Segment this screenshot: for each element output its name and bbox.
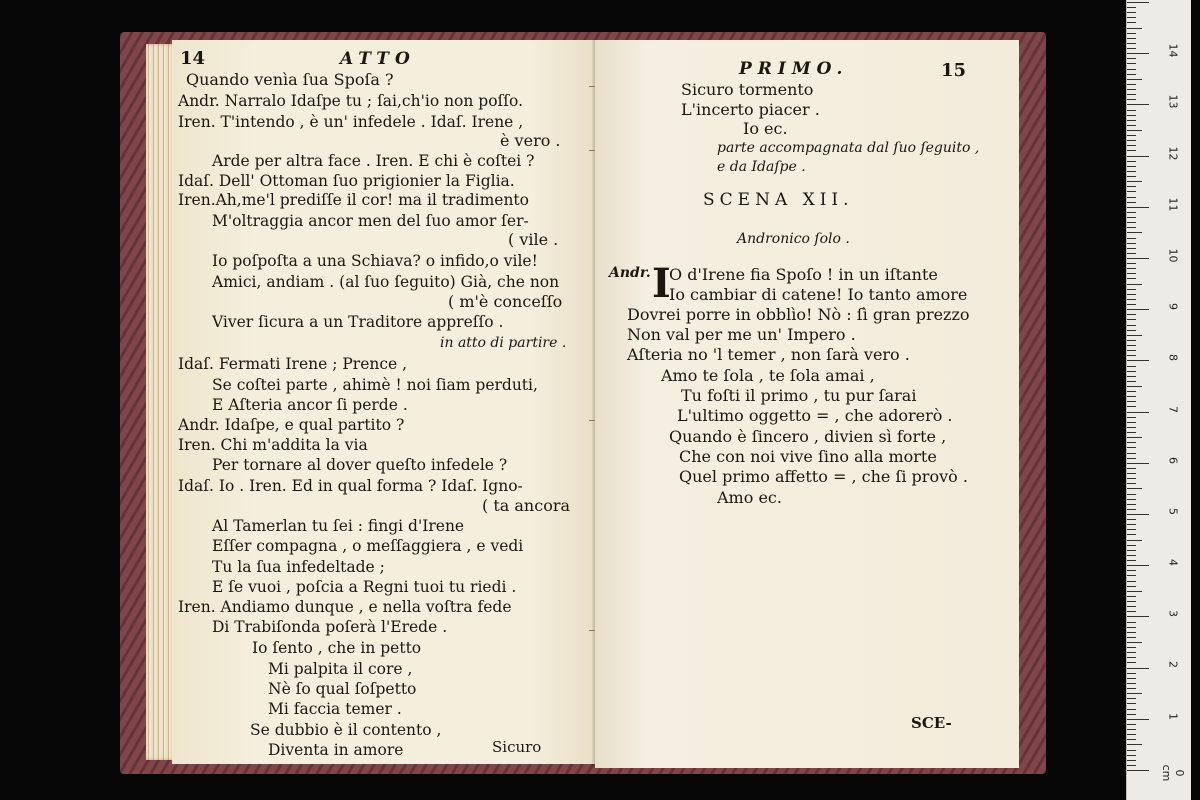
text-line: Non val per me un' Impero . xyxy=(627,325,856,344)
ruler-tick xyxy=(1127,12,1136,13)
ruler-tick xyxy=(1127,294,1136,295)
ruler-tick xyxy=(1127,453,1136,454)
ruler-tick xyxy=(1127,447,1136,448)
text-line: Di Trabiſonda poſerà l'Erede . xyxy=(212,618,448,636)
text-line: Iren. Andiamo dunque , e nella voſtra fede xyxy=(178,598,512,616)
ruler-tick xyxy=(1127,222,1136,223)
ruler-tick xyxy=(1127,632,1136,633)
ruler-tick xyxy=(1127,647,1136,648)
ruler-tick xyxy=(1127,104,1149,105)
ruler-tick xyxy=(1127,673,1136,674)
ruler-tick xyxy=(1127,611,1136,612)
ruler-tick xyxy=(1127,412,1149,413)
text-line: Amo te ſola , te ſola amai , xyxy=(661,366,875,385)
measurement-ruler xyxy=(1126,0,1191,800)
ruler-tick xyxy=(1127,7,1136,8)
ruler-tick xyxy=(1127,652,1136,653)
text-line: Aſteria no 'l temer , non ſarà vero . xyxy=(627,345,910,364)
ruler-tick xyxy=(1127,396,1136,397)
ruler-tick xyxy=(1127,110,1136,111)
ruler-tick xyxy=(1127,463,1149,464)
ruler-tick xyxy=(1127,550,1136,551)
ruler-tick xyxy=(1127,755,1136,756)
right-page-number: 15 xyxy=(941,60,967,81)
ruler-tick xyxy=(1127,79,1142,80)
ruler-tick xyxy=(1127,770,1149,771)
ruler-tick xyxy=(1127,345,1136,346)
ruler-tick xyxy=(1127,724,1136,725)
text-line: E ſe vuoi , poſcia a Regni tuoi tu riedi . xyxy=(212,578,517,596)
ruler-tick xyxy=(1127,304,1136,305)
ruler-tick xyxy=(1127,529,1136,530)
ruler-tick xyxy=(1127,514,1149,515)
ruler-tick xyxy=(1127,765,1136,766)
text-line: Iren. Chi m'addita la via xyxy=(178,436,368,454)
ruler-tick xyxy=(1127,750,1136,751)
ruler-tick xyxy=(1127,570,1136,571)
ruler-tick xyxy=(1127,2,1149,3)
ruler-tick xyxy=(1127,509,1136,510)
ruler-number: 10 xyxy=(1166,248,1180,263)
ruler-tick xyxy=(1127,488,1142,489)
text-line: L'ultimo oggetto = , che adorerò . xyxy=(677,406,953,425)
ruler-tick xyxy=(1127,258,1149,259)
ruler-tick xyxy=(1127,330,1136,331)
stage-direction: in atto di partire . xyxy=(440,335,567,351)
ruler-tick xyxy=(1127,432,1136,433)
text-line: E Aſteria ancor ſi perde . xyxy=(212,396,408,414)
text-line: Amici, andiam . (al ſuo ſeguito) Già, che non xyxy=(212,273,560,291)
ruler-tick xyxy=(1127,693,1142,694)
ruler-number: 9 xyxy=(1166,303,1180,310)
ruler-tick xyxy=(1127,483,1136,484)
ruler-tick xyxy=(1127,319,1136,320)
ruler-tick xyxy=(1127,335,1142,336)
ruler-tick xyxy=(1127,586,1136,587)
ruler-tick xyxy=(1127,504,1136,505)
ruler-tick xyxy=(1127,683,1136,684)
ruler-tick xyxy=(1127,657,1136,658)
text-line: Idaſ. Fermati Irene ; Prence , xyxy=(178,355,408,373)
text-line: Amo ec. xyxy=(717,488,782,507)
ruler-tick xyxy=(1127,197,1136,198)
ruler-number: 7 xyxy=(1166,406,1180,413)
ruler-tick xyxy=(1127,442,1136,443)
ruler-tick xyxy=(1127,468,1136,469)
drop-cap: I xyxy=(652,260,671,307)
ruler-tick xyxy=(1127,473,1136,474)
ruler-tick xyxy=(1127,376,1136,377)
ruler-tick xyxy=(1127,381,1136,382)
ruler-tick xyxy=(1127,69,1136,70)
ruler-tick xyxy=(1127,458,1136,459)
ruler-tick xyxy=(1127,232,1142,233)
ruler-number: 11 xyxy=(1166,197,1180,212)
ruler-tick xyxy=(1127,540,1142,541)
text-line: Io poſpoſta a una Schiava? o infido,o vile! xyxy=(212,252,538,270)
text-line: ( m'è conceſſo xyxy=(448,292,563,311)
ruler-tick xyxy=(1127,135,1136,136)
ruler-tick xyxy=(1127,58,1136,59)
ruler-tick xyxy=(1127,278,1136,279)
catchword: Sicuro xyxy=(492,738,542,756)
text-line: Iren. T'intendo , è un' infedele . Idaſ. Irene , xyxy=(178,113,524,131)
ruler-tick xyxy=(1127,678,1136,679)
text-line: Quando è ſincero , divien sì forte , xyxy=(669,427,947,446)
ruler-number: 13 xyxy=(1166,94,1180,109)
ruler-number: 2 xyxy=(1166,661,1180,668)
text-line: L'incerto piacer . xyxy=(681,100,820,119)
text-line: ( ta ancora xyxy=(482,496,571,515)
ruler-tick xyxy=(1127,350,1136,351)
ruler-tick xyxy=(1127,130,1142,131)
ruler-tick xyxy=(1127,719,1149,720)
ruler-tick xyxy=(1127,202,1136,203)
ruler-tick xyxy=(1127,125,1136,126)
ruler-tick xyxy=(1127,371,1136,372)
ruler-tick xyxy=(1127,299,1136,300)
right-running-head: PRIMO. xyxy=(739,59,849,79)
ruler-number: 1 xyxy=(1166,713,1180,720)
text-line: Arde per altra face . Iren. E chi è coſtei ? xyxy=(212,152,535,170)
text-line: Quel primo affetto = , che ſi provò . xyxy=(679,467,968,486)
ruler-tick xyxy=(1127,217,1136,218)
ruler-tick xyxy=(1127,534,1136,535)
text-line: Idaſ. Dell' Ottoman ſuo prigionier la Figlia. xyxy=(178,172,515,190)
ruler-tick xyxy=(1127,668,1149,669)
ruler-tick xyxy=(1127,325,1136,326)
ruler-tick xyxy=(1127,28,1142,29)
ruler-tick xyxy=(1127,581,1136,582)
ruler-tick xyxy=(1127,84,1136,85)
ruler-tick xyxy=(1127,314,1136,315)
ruler-tick xyxy=(1127,176,1136,177)
ruler-tick xyxy=(1127,53,1149,54)
text-line: Tu la ſua infedeltade ; xyxy=(212,558,385,576)
text-line: Se coſtei parte , ahimè ! noi ſiam perduti, xyxy=(212,376,538,394)
text-line: Quando venìa ſua Spoſa ? xyxy=(186,70,394,89)
ruler-tick xyxy=(1127,386,1142,387)
text-line: Dovrei porre in obblìo! Nò : ſì gran prezzo xyxy=(627,305,970,324)
ruler-tick xyxy=(1127,140,1136,141)
ruler-tick xyxy=(1127,760,1136,761)
ruler-tick xyxy=(1127,191,1136,192)
text-line: Viver ſicura a un Traditore appreſſo . xyxy=(212,313,504,331)
ruler-tick xyxy=(1127,268,1136,269)
scene-subtitle: Andronico ſolo . xyxy=(737,231,850,247)
ruler-tick xyxy=(1127,417,1136,418)
text-line: Diventa in amore xyxy=(268,741,404,759)
ruler-tick xyxy=(1127,499,1136,500)
ruler-tick xyxy=(1127,33,1136,34)
ruler-tick xyxy=(1127,406,1136,407)
ruler-tick xyxy=(1127,120,1136,121)
ruler-tick xyxy=(1127,637,1136,638)
ruler-tick xyxy=(1127,99,1136,100)
ruler-tick xyxy=(1127,253,1136,254)
ruler-tick xyxy=(1127,360,1149,361)
text-line: Al Tamerlan tu ſei : fingi d'Irene xyxy=(212,517,465,535)
ruler-tick xyxy=(1127,161,1136,162)
ruler-tick xyxy=(1127,519,1136,520)
stage-direction: e da Idaſpe . xyxy=(717,159,806,175)
text-line: Eſſer compagna , o meſſaggiera , e vedi xyxy=(212,537,524,555)
ruler-tick xyxy=(1127,212,1136,213)
ruler-tick xyxy=(1127,744,1142,745)
ruler-tick xyxy=(1127,596,1136,597)
ruler-tick xyxy=(1127,739,1136,740)
ruler-tick xyxy=(1127,401,1136,402)
text-line: Per tornare al dover queſto infedele ? xyxy=(212,456,508,474)
text-line: Iren.Ah,me'l prediſſe il cor! ma il tradimento xyxy=(178,191,529,209)
ruler-unit-label: 0 cm xyxy=(1160,764,1186,782)
text-line: Tu foſti il primo , tu pur ſarai xyxy=(681,386,917,405)
ruler-tick xyxy=(1127,207,1149,208)
ruler-tick xyxy=(1127,186,1136,187)
ruler-tick xyxy=(1127,709,1136,710)
ruler-number: 8 xyxy=(1166,354,1180,361)
ruler-tick xyxy=(1127,555,1136,556)
ruler-tick xyxy=(1127,565,1149,566)
ruler-tick xyxy=(1127,601,1136,602)
ruler-tick xyxy=(1127,38,1136,39)
scene-title: SCENA XII. xyxy=(703,190,854,210)
ruler-tick xyxy=(1127,150,1136,151)
ruler-tick xyxy=(1127,494,1136,495)
ruler-number: 4 xyxy=(1166,559,1180,566)
ruler-tick xyxy=(1127,166,1136,167)
ruler-tick xyxy=(1127,606,1136,607)
ruler-tick xyxy=(1127,243,1136,244)
stage-direction: parte accompagnata dal ſuo ſeguito , xyxy=(717,140,980,156)
text-line: Mi faccia temer . xyxy=(268,700,402,718)
left-page xyxy=(172,40,595,764)
ruler-tick xyxy=(1127,698,1136,699)
ruler-tick xyxy=(1127,662,1136,663)
ruler-tick xyxy=(1127,366,1136,367)
ruler-tick xyxy=(1127,714,1136,715)
ruler-tick xyxy=(1127,391,1136,392)
ruler-tick xyxy=(1127,688,1136,689)
ruler-tick xyxy=(1127,545,1136,546)
ruler-tick xyxy=(1127,273,1136,274)
ruler-tick xyxy=(1127,238,1136,239)
text-line: Andr. Narralo Idaſpe tu ; ſai,ch'io non poſſo. xyxy=(178,92,524,110)
text-line: M'oltraggia ancor men del ſuo amor ſer- xyxy=(212,212,529,230)
ruler-tick xyxy=(1127,616,1149,617)
text-line: Io ec. xyxy=(743,119,788,138)
ruler-tick xyxy=(1127,171,1136,172)
text-line: Nè ſo qual ſoſpetto xyxy=(268,680,417,698)
ruler-tick xyxy=(1127,560,1136,561)
ruler-tick xyxy=(1127,340,1136,341)
text-line: O d'Irene fia Spoſo ! in un iſtante xyxy=(669,265,938,284)
ruler-tick xyxy=(1127,48,1136,49)
text-line: Che con noi vive ſino alla morte xyxy=(679,447,937,466)
ruler-tick xyxy=(1127,227,1136,228)
ruler-number: 6 xyxy=(1166,457,1180,464)
ruler-tick xyxy=(1127,524,1136,525)
left-page-number: 14 xyxy=(180,48,206,69)
ruler-tick xyxy=(1127,74,1136,75)
text-line: è vero . xyxy=(500,131,561,150)
ruler-tick xyxy=(1127,89,1136,90)
ruler-tick xyxy=(1127,575,1136,576)
ruler-tick xyxy=(1127,627,1136,628)
ruler-tick xyxy=(1127,729,1136,730)
ruler-tick xyxy=(1127,22,1136,23)
catchword: SCE- xyxy=(911,714,952,732)
ruler-tick xyxy=(1127,703,1136,704)
ruler-tick xyxy=(1127,94,1136,95)
ruler-number: 12 xyxy=(1166,146,1180,161)
text-line: Se dubbio è il contento , xyxy=(250,721,442,739)
ruler-tick xyxy=(1127,422,1136,423)
ruler-tick xyxy=(1127,17,1136,18)
ruler-tick xyxy=(1127,427,1136,428)
left-running-head: ATTO xyxy=(340,49,416,69)
ruler-number: 3 xyxy=(1166,610,1180,617)
text-line: ( vile . xyxy=(508,230,559,249)
text-line: Io cambiar di catene! Io tanto amore xyxy=(669,285,968,304)
ruler-number: 5 xyxy=(1166,508,1180,515)
ruler-tick xyxy=(1127,591,1142,592)
ruler-tick xyxy=(1127,63,1136,64)
text-line: Sicuro tormento xyxy=(681,80,814,99)
text-line: Andr. Idaſpe, e qual partito ? xyxy=(178,416,405,434)
ruler-tick xyxy=(1127,181,1142,182)
ruler-tick xyxy=(1127,248,1136,249)
ruler-tick xyxy=(1127,43,1136,44)
ruler-tick xyxy=(1127,642,1142,643)
text-line: Mi palpita il core , xyxy=(268,660,413,678)
ruler-tick xyxy=(1127,284,1142,285)
right-page xyxy=(595,40,1019,768)
ruler-tick xyxy=(1127,289,1136,290)
ruler-tick xyxy=(1127,309,1149,310)
ruler-tick xyxy=(1127,156,1149,157)
ruler-tick xyxy=(1127,478,1136,479)
ruler-tick xyxy=(1127,145,1136,146)
ruler-tick xyxy=(1127,115,1136,116)
ruler-number: 14 xyxy=(1166,43,1180,58)
text-line: Io ſento , che in petto xyxy=(252,639,422,657)
ruler-tick xyxy=(1127,437,1142,438)
ruler-tick xyxy=(1127,263,1136,264)
ruler-tick xyxy=(1127,622,1136,623)
text-line: Idaſ. Io . Iren. Ed in qual forma ? Idaſ. Igno- xyxy=(178,477,523,495)
ruler-tick xyxy=(1127,355,1136,356)
speaker-label: Andr. xyxy=(609,265,651,281)
ruler-tick xyxy=(1127,734,1136,735)
